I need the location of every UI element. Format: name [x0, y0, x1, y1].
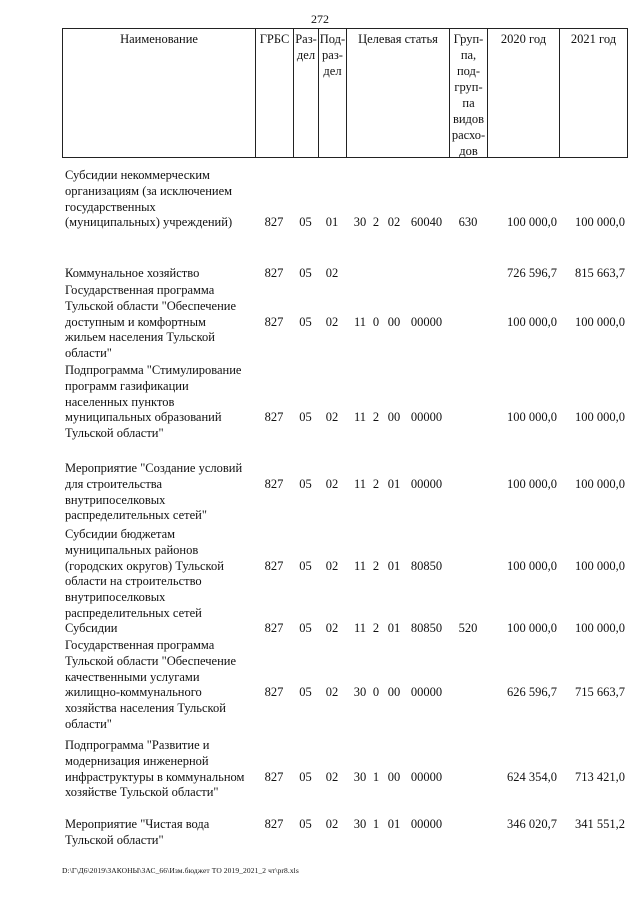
row-v2021: 100 000,0 — [575, 215, 625, 230]
row-grbs: 827 — [264, 314, 284, 329]
row-name: Мероприятие "Создание условий для строительства внутрипоселковых распределительных сетей" — [65, 461, 243, 523]
row-v2021: 100 000,0 — [575, 621, 625, 635]
row-name: Субсидии бюджетам муниципальных районов (городских округов) Тульской области на строительство внутрипоселковых распределительных сетей — [65, 527, 224, 620]
row-cs3: 00 — [387, 769, 401, 784]
row-cs3: 00 — [387, 685, 401, 700]
row-cs4: 80850 — [410, 558, 443, 573]
row-grbs: 827 — [264, 476, 284, 491]
row-cs2: 2 — [372, 476, 380, 491]
row-pr: 02 — [325, 621, 339, 635]
row-rz: 05 — [299, 685, 312, 700]
row-name: Коммунальное хозяйство — [65, 266, 200, 280]
row-cs1: 11 — [353, 314, 367, 329]
row-cs2: 0 — [372, 685, 380, 700]
row-cs4: 00000 — [410, 817, 443, 831]
row-v2020: 624 354,0 — [507, 769, 557, 784]
row-v2020: 726 596,7 — [507, 266, 557, 280]
row-cs1: 11 — [353, 476, 367, 491]
row-cs3: 01 — [387, 558, 401, 573]
row-cs4: 00000 — [410, 769, 443, 784]
row-cs3: 01 — [387, 476, 401, 491]
row-cs3: 01 — [387, 817, 401, 831]
header-name-label: Наименование — [120, 32, 198, 46]
row-cs3: 01 — [387, 621, 401, 635]
row-v2021: 100 000,0 — [575, 314, 625, 329]
row-cs4: 00000 — [410, 476, 443, 491]
row-rz: 05 — [299, 476, 312, 491]
row-cs4: 00000 — [410, 410, 443, 425]
row-v2021: 715 663,7 — [575, 685, 625, 700]
row-v2020: 100 000,0 — [507, 215, 557, 230]
row-cs2: 2 — [372, 215, 380, 230]
header-podrazdel-label: Под- раз- дел — [319, 32, 346, 78]
row-cs2: 2 — [372, 558, 380, 573]
row-rz: 05 — [299, 314, 312, 329]
row-pr: 02 — [325, 476, 339, 491]
row-vr: 630 — [458, 215, 478, 230]
row-cs4: 00000 — [410, 314, 443, 329]
row-cs3: 02 — [387, 215, 401, 230]
row-v2020: 346 020,7 — [507, 817, 557, 831]
row-cs2: 2 — [372, 410, 380, 425]
row-name: Подпрограмма "Развитие и модернизация инженерной инфраструктуры в коммунальном хозяйстве Тульской области" — [65, 738, 245, 800]
row-rz: 05 — [299, 817, 312, 831]
row-v2020: 100 000,0 — [507, 558, 557, 573]
header-group-label: Груп- па, под- груп- па видов расхо- дов — [451, 32, 486, 158]
row-cs2: 0 — [372, 314, 380, 329]
row-v2020: 100 000,0 — [507, 314, 557, 329]
row-vr: 520 — [458, 621, 478, 635]
row-cs1: 11 — [353, 558, 367, 573]
row-v2021: 100 000,0 — [575, 476, 625, 491]
row-v2021: 815 663,7 — [575, 266, 625, 280]
header-2021-label: 2021 год — [570, 32, 617, 46]
row-v2020: 100 000,0 — [507, 410, 557, 425]
row-cs2: 1 — [372, 769, 380, 784]
header-razdel-label: Раз- дел — [295, 32, 317, 62]
row-cs4: 00000 — [410, 685, 443, 700]
row-cs3: 00 — [387, 410, 401, 425]
row-cs4: 80850 — [410, 621, 443, 635]
row-pr: 02 — [325, 817, 339, 831]
row-rz: 05 — [299, 621, 312, 635]
row-cs3: 00 — [387, 314, 401, 329]
row-cs1: 30 — [353, 769, 367, 784]
file-path-footer: D:\Г\Д6\2019\ЗАКОНЫ\ЗАС_66\Изм.бюджет ТО 2019_2021_2 чт\pr8.xls — [62, 866, 299, 875]
row-pr: 02 — [325, 685, 339, 700]
row-name: Государственная программа Тульской области "Обеспечение доступным и комфортным жильем населения Тульской области" — [65, 283, 237, 361]
row-rz: 05 — [299, 410, 312, 425]
row-rz: 05 — [299, 769, 312, 784]
row-cs1: 30 — [353, 817, 367, 831]
header-target — [346, 28, 449, 158]
row-name: Подпрограмма "Стимулирование программ газификации населенных пунктов муниципальных образований Тульской области" — [65, 363, 242, 441]
row-name: Субсидии некоммерческим организациям (за исключением государственных (муниципальных) учреждений) — [65, 168, 233, 230]
header-grbs — [255, 28, 293, 158]
row-name: Государственная программа Тульской области "Обеспечение качественными услугами жилищно-коммунального хозяйства населения Тульской области" — [65, 638, 237, 731]
row-cs1: 11 — [353, 410, 367, 425]
row-pr: 02 — [325, 314, 339, 329]
row-pr: 02 — [325, 769, 339, 784]
header-target-label: Целевая статья — [358, 32, 438, 46]
row-pr: 02 — [325, 558, 339, 573]
row-cs1: 11 — [353, 621, 367, 635]
row-grbs: 827 — [264, 769, 284, 784]
row-v2021: 341 551,2 — [575, 817, 625, 831]
header-2021 — [559, 28, 628, 158]
header-razdel — [293, 28, 318, 158]
row-cs1: 30 — [353, 215, 367, 230]
page-number: 272 — [311, 12, 329, 26]
row-grbs: 827 — [264, 558, 284, 573]
row-grbs: 827 — [264, 410, 284, 425]
header-name — [62, 28, 255, 158]
row-name: Субсидии — [65, 621, 118, 635]
row-grbs: 827 — [264, 621, 284, 635]
header-2020-label: 2020 год — [500, 32, 547, 46]
row-cs4: 60040 — [410, 215, 443, 230]
row-grbs: 827 — [264, 817, 284, 831]
row-pr: 02 — [325, 266, 339, 280]
row-v2021: 100 000,0 — [575, 558, 625, 573]
header-grbs-label: ГРБС — [259, 32, 290, 46]
row-pr: 01 — [325, 215, 339, 230]
header-2020 — [487, 28, 559, 158]
row-grbs: 827 — [264, 685, 284, 700]
row-grbs: 827 — [264, 266, 284, 280]
row-v2020: 100 000,0 — [507, 621, 557, 635]
row-name: Мероприятие "Чистая вода Тульской области" — [65, 817, 210, 847]
row-cs1: 30 — [353, 685, 367, 700]
row-rz: 05 — [299, 558, 312, 573]
row-grbs: 827 — [264, 215, 284, 230]
row-pr: 02 — [325, 410, 339, 425]
row-v2021: 100 000,0 — [575, 410, 625, 425]
header-podrazdel — [318, 28, 346, 158]
header-group — [449, 28, 487, 158]
row-rz: 05 — [299, 266, 312, 280]
row-v2020: 100 000,0 — [507, 476, 557, 491]
row-v2021: 713 421,0 — [575, 769, 625, 784]
row-rz: 05 — [299, 215, 312, 230]
row-v2020: 626 596,7 — [507, 685, 557, 700]
row-cs2: 2 — [372, 621, 380, 635]
row-cs2: 1 — [372, 817, 380, 831]
